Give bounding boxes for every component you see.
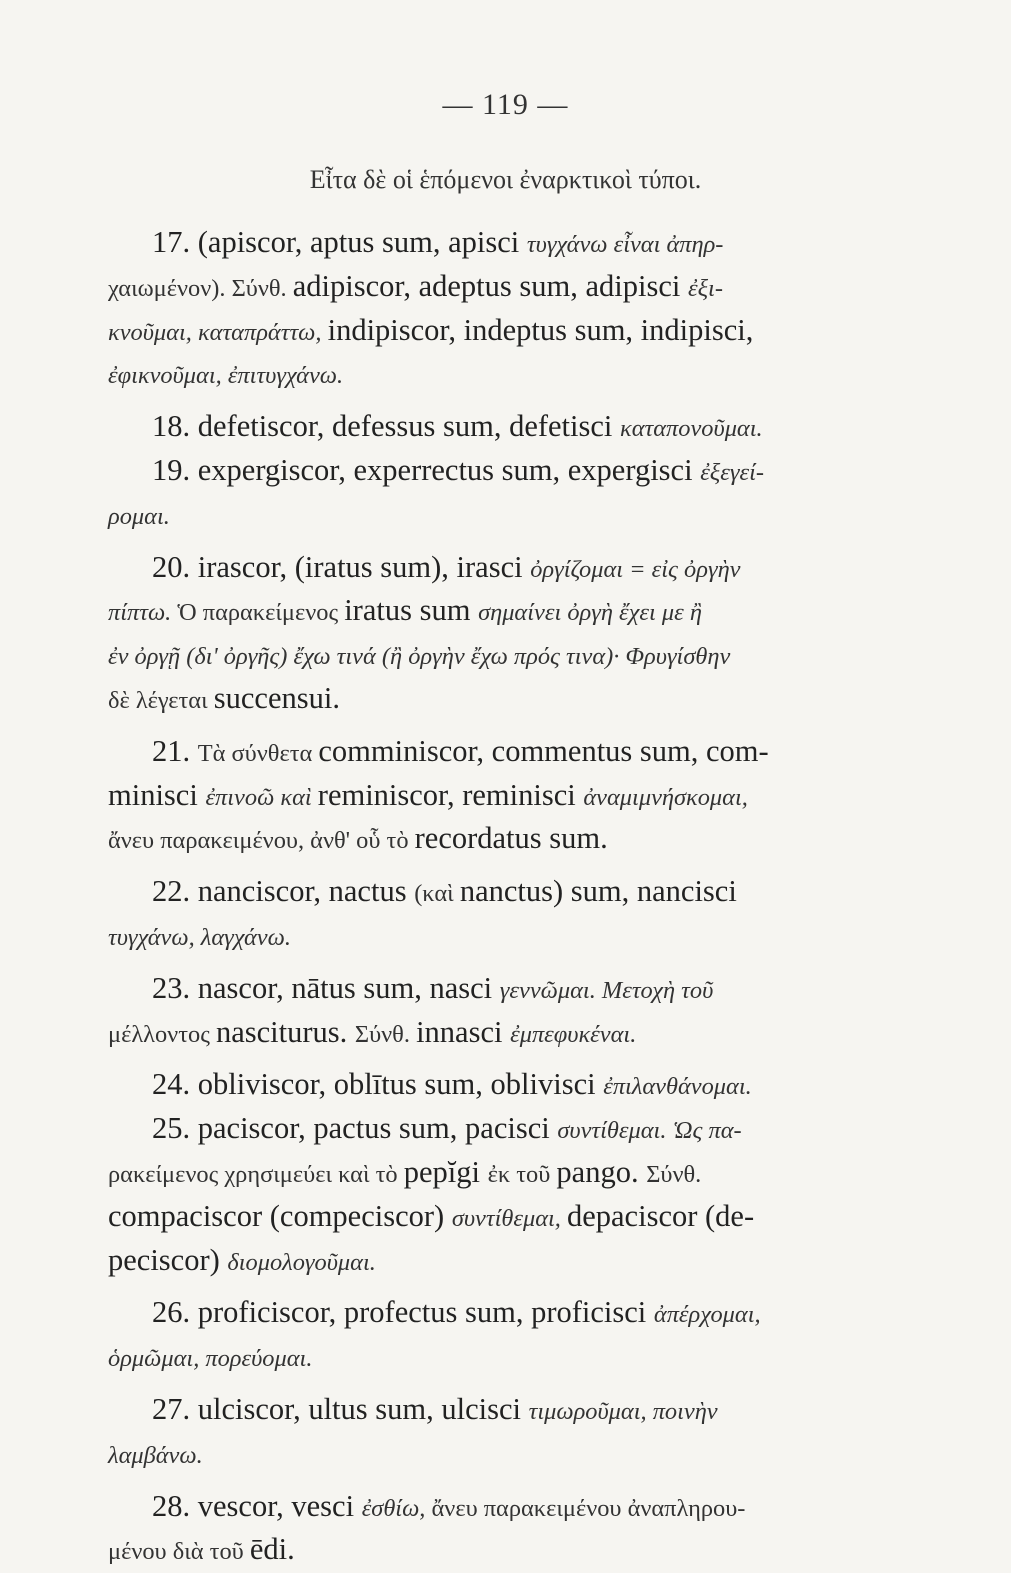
text-line (108, 1486, 898, 1530)
greek-text: διομολογοῦμαι. (227, 1248, 376, 1276)
greek-text: Σύνθ. (354, 1020, 417, 1048)
text-line (108, 353, 898, 397)
text-line (108, 1529, 898, 1573)
greek-text: μένου διὰ τοῦ (108, 1538, 250, 1566)
text-line (108, 915, 898, 959)
greek-text: τυγχάνω εἶναι ἀπηρ- (526, 231, 724, 258)
greek-text: ἐπινοῶ καὶ (205, 783, 318, 811)
greek-text: χαιωμένον). Σύνθ. (108, 274, 293, 302)
latin-text: pango. (556, 1154, 647, 1189)
greek-text: ρακείμενος χρησιμεύει καὶ τὸ (108, 1160, 404, 1188)
latin-text: iratus sum (344, 593, 479, 628)
greek-text: Σύνθ. (646, 1160, 702, 1188)
text-line (108, 775, 898, 819)
latin-text: peciscor) (108, 1242, 228, 1277)
greek-text: Τὰ σύνθετα (197, 739, 319, 767)
greek-text: ἀπέρχομαι, (653, 1301, 761, 1329)
latin-text: indipiscor, indeptus sum, indipisci, (327, 312, 754, 347)
latin-text: 21. (152, 733, 198, 768)
text-line (108, 968, 898, 1012)
text-line (108, 494, 898, 538)
latin-text: adipiscor, adeptus sum, adipisci (292, 268, 688, 303)
greek-text: ἐσθίω, (361, 1494, 432, 1522)
latin-text: 23. nascor, nātus sum, nasci (152, 970, 500, 1005)
text-line (108, 1240, 898, 1284)
latin-text: nanctus) sum, nancisci (459, 874, 737, 909)
greek-text: σημαίνει ὀργὴ ἔχει με ἢ (478, 599, 702, 627)
text-line (108, 1196, 898, 1240)
greek-text: πίπτω. (108, 599, 178, 627)
intro-line: Εἶτα δὲ οἱ ἑπόμενοι ἐναρκτικοὶ τύποι. (309, 165, 702, 194)
greek-text: Ὁ παρακείμενος (177, 599, 345, 627)
latin-text: innasci (416, 1014, 511, 1049)
greek-text: ὀργίζομαι = εἰς ὀργὴν (530, 555, 741, 583)
greek-text: λαμβάνω. (108, 1441, 203, 1469)
greek-text: ἄνευ παρακειμένου, ἀνθ' οὗ τὸ (108, 827, 415, 855)
greek-text: τιμωροῦμαι, ποινὴν (528, 1397, 718, 1425)
latin-text: pepĭgi (403, 1154, 488, 1189)
greek-text: ἐκ τοῦ (487, 1160, 557, 1188)
latin-text: 28. vescor, vesci (152, 1488, 362, 1523)
text-line (108, 634, 898, 678)
greek-text: ρομαι. (108, 502, 170, 530)
text-line (108, 1389, 898, 1433)
latin-text: 18. defetiscor, defessus sum, defetisci (152, 409, 621, 444)
greek-text: ἐπιλανθάνομαι. (603, 1073, 752, 1101)
greek-text: ἐν ὀργῇ (δι' ὀργῆς) ἔχω τινά (ἢ ὀργὴν ἔχω πρός τινα)· Φρυγίσθην (108, 643, 731, 671)
text-line (108, 1152, 898, 1196)
text-line (108, 310, 898, 354)
text-line (108, 1336, 898, 1380)
text-line (108, 1064, 898, 1108)
latin-text: nasciturus. (215, 1014, 355, 1049)
latin-text: comminiscor, commentus sum, com- (318, 733, 769, 768)
latin-text: 19. expergiscor, experrectus sum, expergisci (152, 452, 701, 487)
greek-text: ἐμπεφυκέναι. (510, 1020, 637, 1048)
latin-text: 17. (apiscor, aptus sum, apisci (152, 225, 527, 259)
greek-text: ἄνευ παρακειμένου ἀναπληρου- (431, 1494, 746, 1522)
greek-text: γεννῶμαι. Μετοχὴ τοῦ (499, 976, 714, 1004)
greek-text: τυγχάνω, λαγχάνω. (108, 923, 291, 951)
greek-text: ἀναμιμνήσκομαι, (583, 783, 748, 811)
text-line (108, 818, 898, 862)
text-line (108, 266, 898, 310)
greek-text: ὁρμῶμαι, πορεύομαι. (108, 1345, 313, 1373)
greek-text: ἐφικνοῦμαι, ἐπιτυγχάνω. (108, 362, 344, 390)
text-line (108, 450, 898, 494)
latin-text: 22. nanciscor, nactus (152, 874, 415, 909)
greek-text: (καὶ (414, 880, 460, 908)
text-line (108, 590, 898, 634)
text-line (108, 678, 898, 722)
text-line (108, 871, 898, 915)
latin-text: compaciscor (compeciscor) (108, 1198, 452, 1233)
latin-text: 20. irascor, (iratus sum), irasci (152, 549, 531, 584)
text-line (108, 222, 898, 266)
latin-text: 24. obliviscor, oblītus sum, oblivisci (152, 1067, 604, 1102)
latin-text: minisci (108, 777, 206, 812)
greek-text: συντίθεμαι. Ὡς πα- (557, 1117, 742, 1145)
greek-text: καταπονοῦμαι. (620, 415, 763, 443)
greek-text: ἐξι- (687, 274, 723, 302)
latin-text: reminiscor, reminisci (317, 777, 584, 812)
latin-text: depaciscor (de- (566, 1198, 755, 1233)
text-line (108, 1108, 898, 1152)
page-number: — 119 — (442, 88, 569, 121)
latin-text: recordatus sum. (414, 821, 608, 856)
greek-text: κνοῦμαι, καταπράττω, (108, 318, 328, 346)
text-line (108, 1433, 898, 1477)
latin-text: 25. paciscor, pactus sum, pacisci (152, 1111, 558, 1146)
greek-text: ἐξεγεί- (700, 458, 764, 486)
greek-text: μέλλοντος (108, 1020, 216, 1048)
text-line (108, 1292, 898, 1336)
latin-text: ēdi. (249, 1532, 295, 1567)
text-line (108, 406, 898, 450)
text-line (108, 547, 898, 591)
greek-text: συντίθεμαι, (451, 1204, 567, 1232)
latin-text: succensui. (213, 680, 340, 715)
text-line (108, 1012, 898, 1056)
latin-text: 26. proficiscor, profectus sum, proficisci (152, 1295, 654, 1330)
greek-text: δὲ λέγεται (108, 686, 214, 714)
latin-text: 27. ulciscor, ultus sum, ulcisci (152, 1391, 529, 1426)
text-line (108, 731, 898, 775)
page-body (108, 222, 898, 1573)
